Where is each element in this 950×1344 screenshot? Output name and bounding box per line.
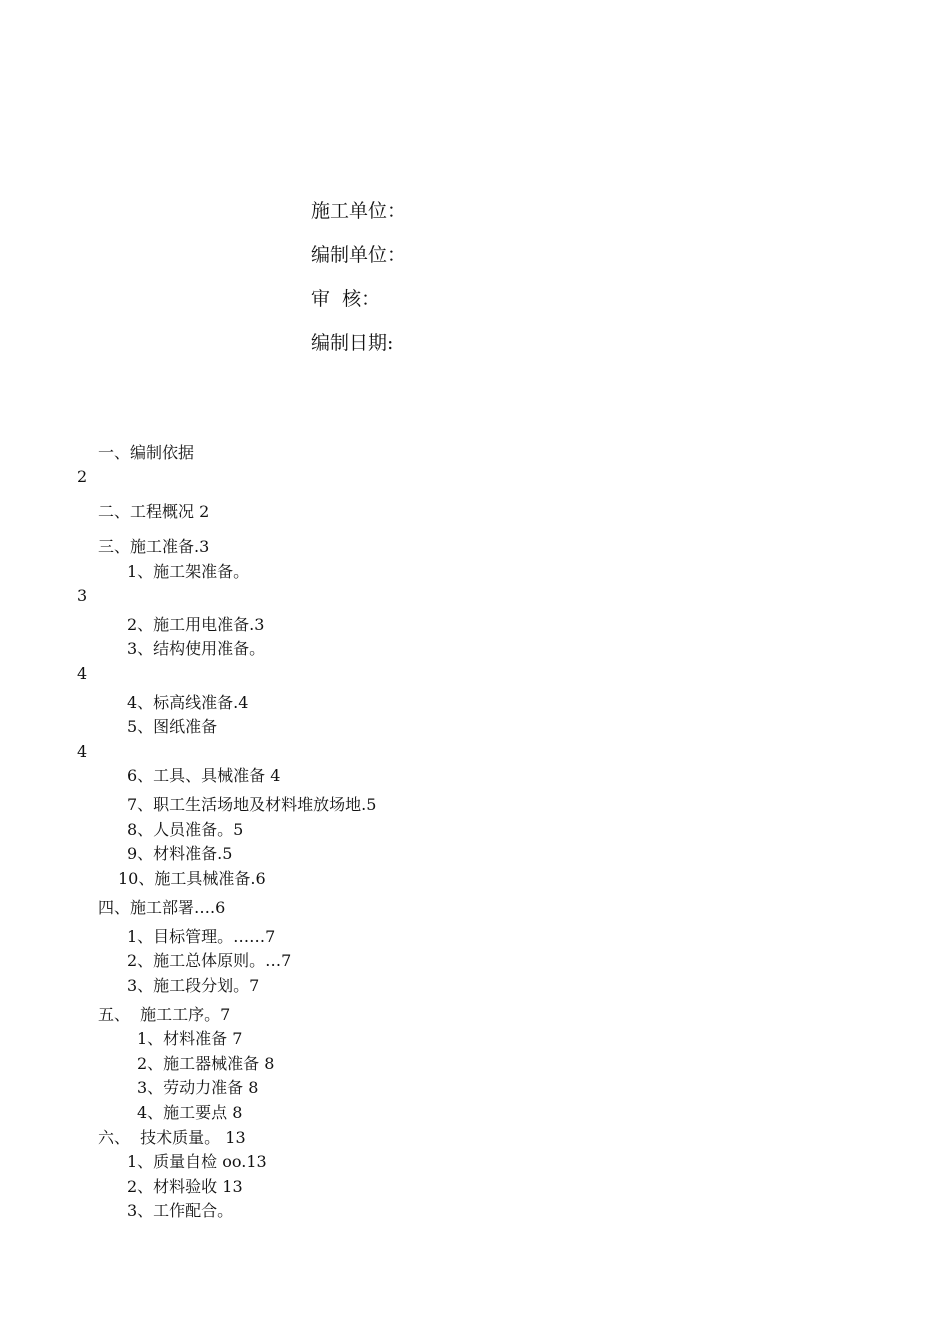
toc-section-4: 四、施工部署….6 (98, 898, 226, 917)
toc-item: 8、人员准备。5 (127, 820, 244, 839)
toc-page-number: 4 (77, 664, 88, 683)
toc-item: 2、施工总体原则。…7 (127, 951, 292, 970)
toc-page-number: 2 (77, 467, 88, 486)
compiling-unit-label: 编制单位： (311, 244, 407, 266)
toc-section-6: 六、 技术质量。 13 (98, 1128, 246, 1147)
toc-item: 3、劳动力准备 8 (137, 1078, 259, 1097)
toc-item: 2、施工器械准备 8 (137, 1054, 275, 1073)
toc-item: 2、施工用电准备.3 (127, 615, 265, 634)
toc-item: 3、结构使用准备。 (127, 639, 266, 658)
review-label: 审 核： (311, 288, 381, 310)
toc-section-2: 二、工程概况 2 (98, 502, 210, 521)
toc-item: 5、图纸准备 (127, 717, 218, 736)
toc-item: 10、施工具械准备.6 (118, 869, 266, 888)
toc-page-number: 3 (77, 586, 88, 605)
compile-date-label: 编制日期: (311, 332, 394, 354)
toc-item: 9、材料准备.5 (127, 844, 233, 863)
toc-section-3: 三、施工准备.3 (98, 537, 210, 556)
toc-item: 1、质量自检 oo.13 (127, 1152, 267, 1171)
toc-item: 2、材料验收 13 (127, 1177, 243, 1196)
construction-unit-label: 施工单位： (311, 200, 407, 222)
toc-item: 7、职工生活场地及材料堆放场地.5 (127, 795, 377, 814)
toc-page-number: 4 (77, 742, 88, 761)
toc-item: 6、工具、具械准备 4 (127, 766, 281, 785)
toc-item: 1、目标管理。……7 (127, 927, 276, 946)
toc-section-1: 一、编制依据 (98, 443, 195, 462)
toc-item: 3、施工段分划。7 (127, 976, 260, 995)
toc-item: 1、材料准备 7 (137, 1029, 243, 1048)
toc-item: 4、施工要点 8 (137, 1103, 243, 1122)
toc-item: 3、工作配合。 (127, 1201, 234, 1220)
toc-item: 1、施工架准备。 (127, 562, 250, 581)
toc-item: 4、标高线准备.4 (127, 693, 249, 712)
toc-section-5: 五、 施工工序。7 (98, 1005, 231, 1024)
